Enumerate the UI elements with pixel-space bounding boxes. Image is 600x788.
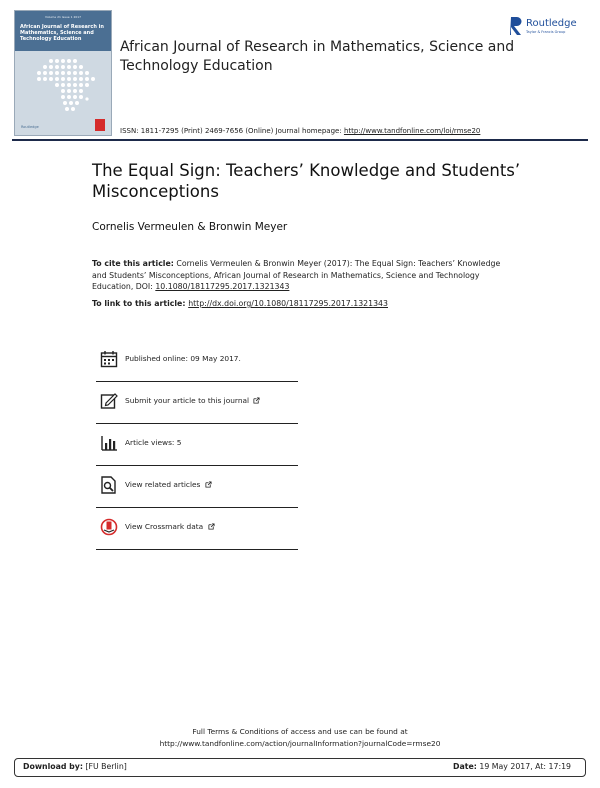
article-link-line bbox=[92, 299, 388, 308]
meta-row-related[interactable] bbox=[96, 466, 298, 508]
downloaded-by bbox=[23, 762, 127, 771]
cover-publisher-mark: Routledge bbox=[21, 125, 39, 129]
download-date-label: Date: bbox=[453, 762, 477, 771]
meta-label-views: Article views: 5 bbox=[125, 438, 182, 447]
downloaded-by-value: [FU Berlin] bbox=[82, 762, 127, 771]
meta-label-submit[interactable] bbox=[125, 396, 260, 405]
publisher-name: Routledge bbox=[526, 18, 577, 29]
meta-row-crossmark[interactable] bbox=[96, 508, 298, 550]
journal-homepage-link[interactable]: http://www.tandfonline.com/loi/rmse20 bbox=[343, 127, 481, 135]
submit-article-link[interactable]: Submit your article to this journal bbox=[125, 396, 250, 405]
external-link-icon bbox=[205, 481, 212, 488]
downloaded-by-label: Download by: bbox=[23, 762, 83, 771]
meta-row-views bbox=[96, 424, 298, 466]
header-divider bbox=[12, 139, 588, 141]
article-meta-list bbox=[96, 340, 298, 550]
issn-text: ISSN: 1811-7295 (Print) 2469-7656 (Online) Journal homepage: bbox=[120, 127, 344, 135]
routledge-logo[interactable] bbox=[510, 16, 596, 40]
article-title: The Equal Sign: Teachers’ Knowledge and Students’ Misconceptions bbox=[92, 161, 521, 201]
crossmark-icon bbox=[100, 518, 118, 536]
terms-line: Full Terms & Conditions of access and use can be found at bbox=[192, 727, 408, 736]
cover-issue-text: Volume 21 Issue 1 2017 bbox=[45, 15, 82, 19]
article-doi-url[interactable]: http://dx.doi.org/10.1080/18117295.2017.1321343 bbox=[188, 299, 388, 308]
publisher-tagline: Taylor & Francis Group bbox=[526, 30, 566, 34]
cite-label: To cite this article: bbox=[92, 259, 174, 268]
download-date bbox=[453, 762, 571, 771]
terms-note bbox=[0, 726, 600, 749]
external-link-icon bbox=[208, 523, 215, 530]
cite-text: Cornelis Vermeulen & Bronwin Meyer (2017): The Equal Sign: Teachers’ Knowledge and Students’ Misconceptions, African Journal of Research in Mathematics, Science and Technology Education, DOI: bbox=[92, 259, 501, 291]
edit-icon bbox=[100, 392, 118, 410]
download-date-value: 19 May 2017, At: 17:19 bbox=[476, 762, 571, 771]
cover-title: African Journal of Research in Mathematics, Science and Technology Education bbox=[20, 24, 104, 42]
meta-label-related[interactable] bbox=[125, 480, 212, 489]
meta-row-submit[interactable] bbox=[96, 382, 298, 424]
external-link-icon bbox=[253, 397, 260, 404]
link-label: To link to this article: bbox=[92, 299, 189, 308]
related-articles-link[interactable]: View related articles bbox=[125, 480, 201, 489]
issn-line bbox=[120, 127, 480, 135]
citation-block bbox=[92, 258, 512, 293]
crossmark-link[interactable]: View Crossmark data bbox=[125, 522, 204, 531]
search-doc-icon bbox=[100, 476, 118, 494]
cover-badge bbox=[95, 119, 105, 131]
africa-map-graphic bbox=[31, 55, 101, 121]
doi-link[interactable]: 10.1080/18117295.2017.1321343 bbox=[155, 282, 290, 291]
article-authors: Cornelis Vermeulen & Bronwin Meyer bbox=[92, 221, 288, 233]
meta-row-published bbox=[96, 340, 298, 382]
journal-cover-image bbox=[14, 10, 112, 136]
terms-url[interactable]: http://www.tandfonline.com/action/journalInformation?journalCode=rmse20 bbox=[159, 738, 441, 748]
bar-chart-icon bbox=[100, 434, 118, 452]
journal-title: African Journal of Research in Mathematics, Science and Technology Education bbox=[120, 39, 515, 74]
meta-label-crossmark[interactable] bbox=[125, 522, 215, 531]
download-info-box bbox=[14, 758, 586, 777]
calendar-icon bbox=[100, 350, 118, 368]
meta-label-published: Published online: 09 May 2017. bbox=[125, 354, 241, 363]
routledge-r-icon bbox=[510, 16, 523, 36]
